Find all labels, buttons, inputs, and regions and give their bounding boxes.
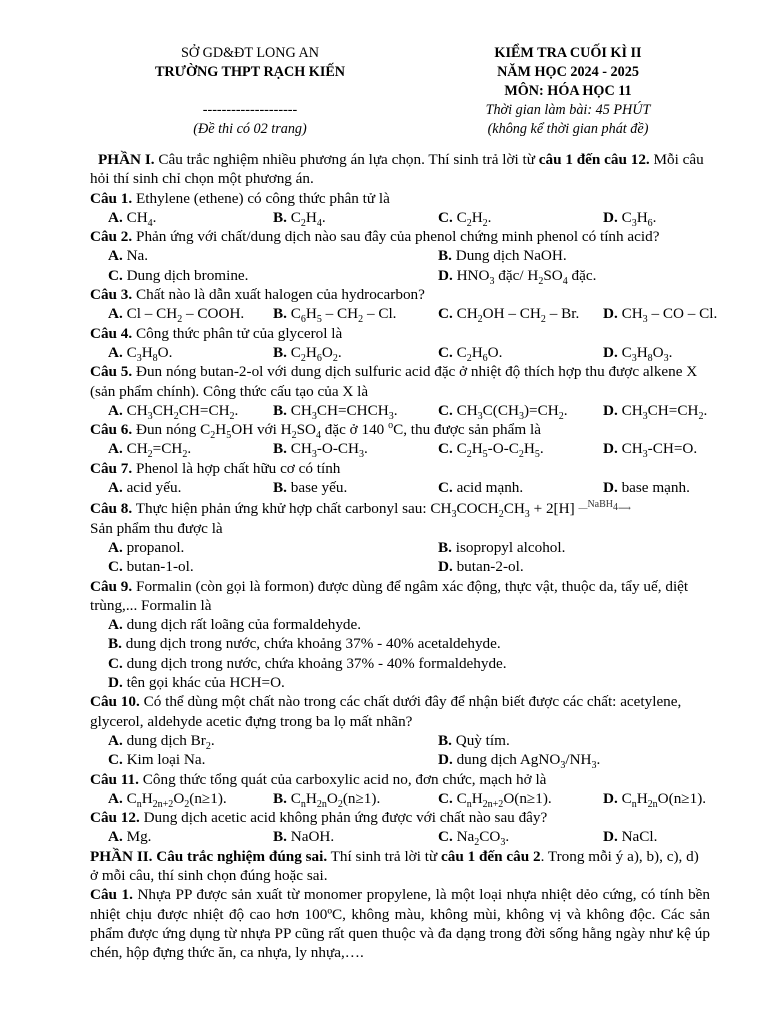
- part2-label: PHẦN II. Câu trắc nghiệm đúng sai.: [90, 847, 328, 865]
- part2-instructions: PHẦN II. Câu trắc nghiệm đúng sai. Thí sinh trả lời từ câu 1 đến câu 2. Trong mỗi ý a), b), c), d) ở mỗi câu, thí sinh chọn đúng hoặc sai.: [90, 847, 699, 884]
- question-5: Câu 5. Đun nóng butan-2-ol với dung dịch sulfuric acid đặc ở nhiệt độ thích hợp thu được alkene X (sản phẩm chính). Công thức cấu tạo của X là: [90, 363, 698, 400]
- option-a: A. $CH_4$.: [108, 208, 157, 229]
- question-6: Câu 6. Đun nóng $C_2H_5OH$ với $H_2SO_4$ đặc ở 140 $^o$C, thu được sản phẩm là: [90, 420, 541, 442]
- option-b: B. Dung dịch NaOH.: [438, 247, 567, 265]
- question-10: Câu 10. Có thể dùng một chất nào trong các chất dưới đây để nhận biết được các chất: acetylene, glycerol, aldehyde acetic đựng trong ba lọ mất nhãn?: [90, 693, 682, 730]
- option-b: B. isopropyl alcohol.: [438, 538, 566, 556]
- question-12: Câu 12. Dung dịch acetic acid không phản ứng được với chất nào sau đây?: [90, 809, 548, 827]
- option-d: D. $CH_3$ – CO – Cl.: [603, 305, 718, 326]
- question-3: Câu 3. Chất nào là dẫn xuất halogen của hydrocarbon?: [90, 286, 425, 304]
- option-d: D. $C_3H_6$.: [603, 208, 657, 229]
- option-d: D. NaCl.: [603, 828, 658, 846]
- question-8-stem: Sản phẩm thu được là: [90, 519, 223, 537]
- option-d: D. $C_nH_{2n}O(n\ge 1)$.: [603, 789, 707, 810]
- question-10-options-row1: [90, 731, 710, 750]
- option-d: D. $CH_3CH=CH_2$.: [603, 401, 708, 422]
- option-c: C. $CH_2OH - CH_2$ – Br.: [438, 305, 580, 326]
- option-c: C. Dung dịch bromine.: [108, 266, 249, 284]
- question-2: Câu 2. Phản ứng với chất/dung dịch nào sau đây của phenol chứng minh phenol có tính acid?: [90, 228, 660, 246]
- option-a: A. Na.: [108, 247, 149, 265]
- time-note: (không kể thời gian phát đề): [487, 121, 649, 137]
- time-limit: Thời gian làm bài: 45 PHÚT: [485, 102, 651, 118]
- option-a: A. Mg.: [108, 828, 152, 846]
- question-5-options: [90, 401, 710, 420]
- option-b: B. $C_6H_5 - CH_2$ – Cl.: [273, 305, 397, 326]
- option-c: C. butan-1-ol.: [108, 558, 194, 576]
- subject: MÔN: HÓA HỌC 11: [504, 83, 632, 99]
- option-a: A. dung dịch $Br_2$.: [108, 731, 215, 752]
- question-6-options: [90, 439, 710, 461]
- question-11-options: [90, 789, 710, 808]
- option-b: B. base yếu.: [273, 479, 348, 497]
- option-c: C. $C_2H_5-O-C_2H_5$.: [438, 440, 544, 461]
- question-10-options-row2: [90, 750, 710, 772]
- option-d: D. $HNO_3$ đặc/ $H_2SO_4$ đặc.: [438, 266, 597, 287]
- question-8-options-row2: [90, 557, 710, 576]
- option-c: C. $Na_2CO_3$.: [438, 828, 510, 849]
- option-c: C. $C_2H_2$.: [438, 208, 492, 229]
- question-4-options: [90, 343, 710, 362]
- option-c: C. $C_2H_6O$.: [438, 343, 503, 364]
- header-left: [140, 44, 360, 139]
- question-8: Câu 8. Thực hiện phản ứng khử hợp chất carbonyl sau: $CH_3COCH_2CH_3 + 2[H]$ —$^{NaBH_4}$⟶: [90, 499, 631, 521]
- school-year: NĂM HỌC 2024 - 2025: [497, 64, 639, 80]
- option-c: C. $CH_3C(CH_3)=CH_2$.: [438, 401, 568, 422]
- department-name: SỞ GD&ĐT LONG AN: [180, 45, 320, 61]
- option-d: D. $C_3H_8O_3$.: [603, 343, 673, 364]
- option-d: D. $CH_3-CH=O$.: [603, 440, 698, 461]
- option-b: B. $C_2H_6O_2$.: [273, 343, 342, 364]
- option-b: B. $CH_3-O-CH_3$.: [273, 440, 368, 461]
- option-c: C. dung dịch trong nước, chứa khoảng 37% - 40% formaldehyde.: [108, 654, 507, 672]
- option-a: A. acid yếu.: [108, 479, 182, 497]
- reaction-arrow: —$^{NaBH_4}$⟶: [578, 499, 631, 514]
- page-count-note: (Đề thi có 02 trang): [193, 121, 307, 137]
- option-a: A. $C_nH_{2n+2}O_2(n\ge 1)$.: [108, 789, 227, 810]
- question-11: Câu 11. Công thức tổng quát của carboxylic acid no, đơn chức, mạch hở là: [90, 770, 547, 788]
- school-name: TRƯỜNG THPT RẠCH KIẾN: [154, 64, 346, 80]
- option-d: D. tên gọi khác của HCH=O.: [108, 674, 285, 692]
- option-a: A. Cl – $CH_2$ – COOH.: [108, 305, 245, 326]
- part1-label: PHẦN I.: [98, 151, 155, 168]
- question-12-options: [90, 827, 710, 849]
- question-7: Câu 7. Phenol là hợp chất hữu cơ có tính: [90, 459, 341, 477]
- option-b: B. $C_2H_4$.: [273, 208, 326, 229]
- option-c: C. $C_nH_{2n+2}O(n\ge 1)$.: [438, 789, 552, 810]
- question-9: Câu 9. Formalin (còn gọi là formon) được dùng để ngâm xác động, thực vật, thuộc da, tẩy uế, diệt trùng,... Formalin là: [90, 577, 689, 614]
- option-b: B. NaOH.: [273, 828, 335, 846]
- option-d: D. butan-2-ol.: [438, 558, 524, 576]
- header-divider: --------------------: [202, 102, 298, 118]
- option-d: D. base mạnh.: [603, 479, 690, 497]
- option-b: B. $C_nH_{2n}O_2(n\ge 1)$.: [273, 789, 381, 810]
- option-a: A. dung dịch rất loãng của formaldehyde.: [108, 616, 362, 634]
- part1-instructions: PHẦN I. Câu trắc nghiệm nhiều phương án lựa chọn. Thí sinh trả lời từ câu 1 đến câu 12. Mỗi câu hỏi thí sinh chỉ chọn một phương án.: [90, 151, 704, 188]
- part2-question-1: Câu 1. Nhựa PP được sản xuất từ monomer propylene, là một loại nhựa nhiệt dẻo cứng, có tính bền nhiệt chịu được nhiệt độ cao hơn 100ºC, không màu, không mùi, không vị và không độc. Các sản phẩm được ứng dụng từ nhựa PP cũng rất quen thuộc và đa dạng trong đời sống hằng ngày như kệ úp chén, hộp đựng thức ăn, ca nhựa, ly nhựa,….: [90, 886, 710, 962]
- exam-body: [90, 150, 718, 962]
- option-a: A. $CH_2=CH_2$.: [108, 440, 192, 461]
- question-2-options-row1: [90, 246, 710, 265]
- option-d: D. dung dịch $AgNO_3/NH_3$.: [438, 751, 601, 772]
- question-2-options-row2: [90, 266, 710, 285]
- option-c: C. Kim loại Na.: [108, 751, 206, 769]
- question-1-options: [90, 208, 710, 227]
- question-8-options-row1: [90, 538, 710, 557]
- header-right: [448, 44, 688, 139]
- option-a: A. $C_3H_8O$.: [108, 343, 173, 364]
- question-3-options: [90, 304, 718, 326]
- option-b: B. Quỳ tím.: [438, 731, 510, 749]
- option-b: B. dung dịch trong nước, chứa khoảng 37% - 40% acetaldehyde.: [108, 635, 501, 653]
- question-4: Câu 4. Công thức phân tử của glycerol là: [90, 324, 343, 342]
- option-a: A. $CH_3CH_2CH=CH_2$.: [108, 401, 239, 422]
- question-7-options: [90, 478, 710, 497]
- option-c: C. acid mạnh.: [438, 479, 524, 497]
- option-b: B. $CH_3CH=CHCH_3$.: [273, 401, 398, 422]
- question-1: Câu 1. Ethylene (ethene) có công thức phân tử là: [90, 189, 390, 207]
- option-a: A. propanol.: [108, 538, 185, 556]
- exam-title: KIỂM TRA CUỐI KÌ II: [494, 45, 642, 61]
